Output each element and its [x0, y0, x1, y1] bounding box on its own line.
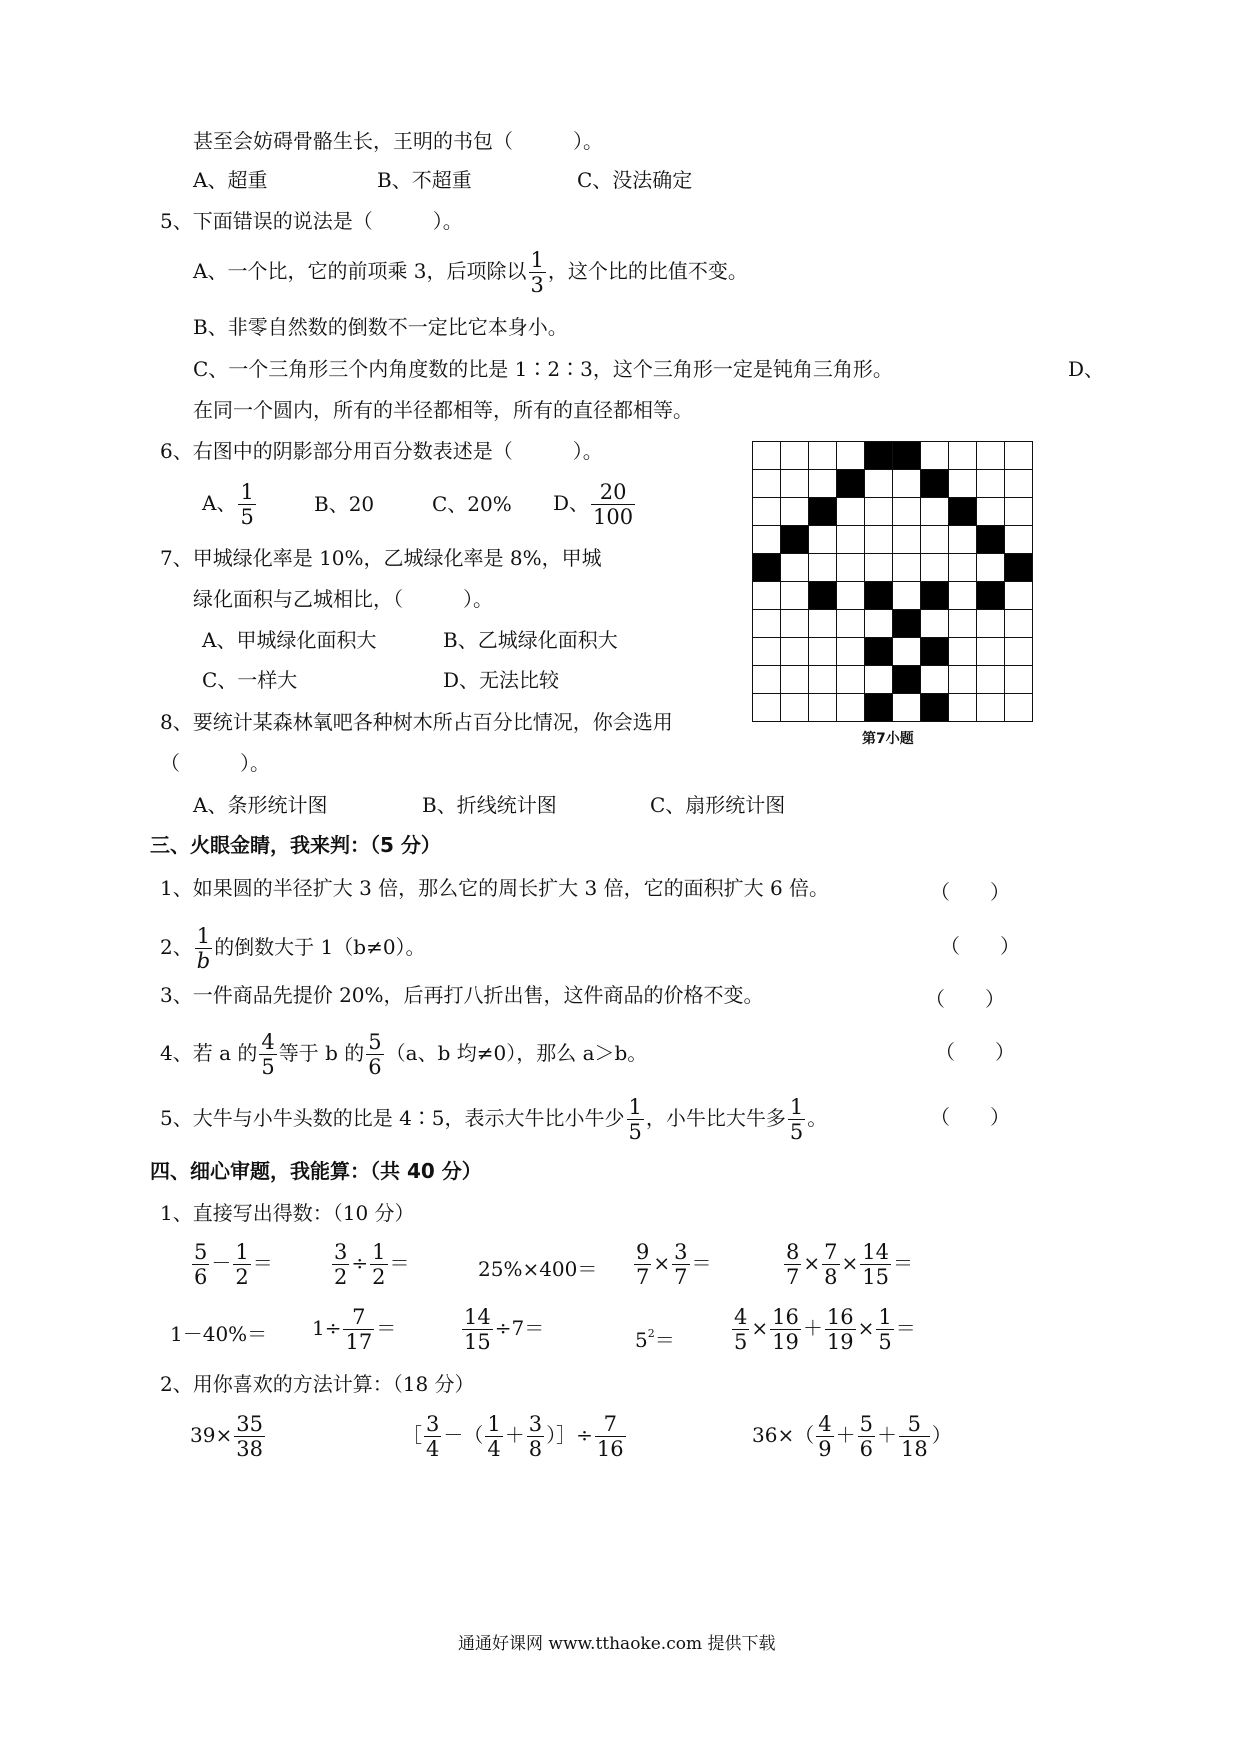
q5-option-d-label: D、	[1068, 357, 1105, 381]
grid-cell	[949, 638, 977, 666]
grid-cell	[809, 442, 837, 470]
grid-cell	[921, 666, 949, 694]
shaded-grid-figure	[752, 441, 1033, 722]
grid-cell	[753, 442, 781, 470]
q7-stem: 7、甲城绿化率是 10%，乙城绿化率是 8%，甲城	[160, 546, 602, 570]
s3-q2: 2、 $\frac{1}{b}$ 的倒数大于 1（b≠0）。	[160, 924, 426, 973]
grid-cell	[949, 582, 977, 610]
grid-cell	[837, 638, 865, 666]
grid-cell	[809, 470, 837, 498]
grid-cell	[809, 526, 837, 554]
grid-cell	[781, 470, 809, 498]
s3-q5: 5、大牛与小牛头数的比是 4∶5，表示大牛比小牛少 $\frac{1}{5}$ ，小牛比大牛多 $\frac{1}{5}$ 。	[160, 1095, 828, 1144]
grid-cell-shaded	[921, 694, 949, 722]
q7-stem-cont: 绿化面积与乙城相比，（ ）。	[193, 587, 493, 611]
grid-cell	[837, 582, 865, 610]
expr-7: 1÷ $\frac{7}{17}$ ＝	[312, 1305, 397, 1354]
expr-9: $5^2=$	[635, 1327, 675, 1352]
fraction: $\frac{1}{5}$	[240, 480, 254, 529]
grid-cell	[865, 610, 893, 638]
q5-option-b: B、非零自然数的倒数不一定比它本身小。	[193, 315, 568, 339]
s3-q3: 3、一件商品先提价 20%，后再打八折出售，这件商品的价格不变。	[160, 983, 764, 1007]
expr-3: 25%×400＝	[478, 1257, 598, 1281]
grid-cell	[977, 638, 1005, 666]
grid-cell	[753, 582, 781, 610]
grid-cell	[977, 554, 1005, 582]
answer-paren: （ ）	[930, 1105, 1010, 1129]
grid-cell	[949, 666, 977, 694]
grid-cell	[977, 498, 1005, 526]
q4-option-c: C、没法确定	[577, 168, 693, 192]
section-3-title: 三、火眼金睛，我来判：（5 分）	[150, 833, 441, 857]
answer-paren: （ ）	[925, 987, 1005, 1011]
grid-cell	[949, 694, 977, 722]
grid-cell-shaded	[1005, 554, 1033, 582]
grid-cell	[921, 526, 949, 554]
grid-cell	[753, 694, 781, 722]
grid-cell	[977, 470, 1005, 498]
grid-cell	[977, 694, 1005, 722]
grid-cell	[865, 666, 893, 694]
grid-cell	[781, 554, 809, 582]
grid-cell	[781, 582, 809, 610]
grid-cell	[837, 694, 865, 722]
q7-option-b: B、乙城绿化面积大	[443, 628, 618, 652]
q4-option-a: A、超重	[193, 168, 268, 192]
expr-10: $\frac{4}{5}$ × $\frac{16}{19}$ ＋ $\frac{16}{19}$ × $\frac{1}{5}$ ＝	[734, 1305, 916, 1354]
grid-cell	[865, 554, 893, 582]
fraction: $\frac{5}{6}$	[368, 1030, 382, 1079]
grid-cell	[977, 610, 1005, 638]
q6-option-d: D、 $\frac{20}{100}$	[553, 480, 634, 529]
grid-cell	[781, 666, 809, 694]
grid-cell	[893, 582, 921, 610]
grid-cell	[781, 610, 809, 638]
grid-cell-shaded	[865, 638, 893, 666]
grid-cell	[949, 470, 977, 498]
expr-1: $\frac{5}{6}$ － $\frac{1}{2}$ ＝	[194, 1240, 273, 1289]
calc-3: 36×（ $\frac{4}{9}$ ＋ $\frac{5}{6}$ ＋ $\frac{5}{18}$ ）	[752, 1412, 952, 1461]
grid-cell	[781, 638, 809, 666]
q7-option-d: D、无法比较	[443, 668, 560, 692]
fraction: $\frac{20}{100}$	[593, 480, 634, 529]
grid-cell	[1005, 498, 1033, 526]
q4-text: 甚至会妨碍骨骼生长，王明的书包（ ）。	[193, 129, 603, 153]
grid-cell	[1005, 610, 1033, 638]
expr-8: $\frac{14}{15}$ ÷7＝	[464, 1305, 545, 1354]
q5-option-d: 在同一个圆内，所有的半径都相等，所有的直径都相等。	[193, 398, 693, 422]
grid-cell	[921, 554, 949, 582]
q8-option-b: B、折线统计图	[422, 793, 557, 817]
q8-option-c: C、扇形统计图	[650, 793, 786, 817]
grid-cell	[781, 694, 809, 722]
grid-cell-shaded	[977, 526, 1005, 554]
grid-cell	[837, 526, 865, 554]
q6-option-b: B、20	[314, 492, 375, 516]
grid-cell	[893, 470, 921, 498]
fraction: $\frac{4}{5}$	[261, 1030, 275, 1079]
grid-cell-shaded	[865, 582, 893, 610]
grid-cell	[893, 554, 921, 582]
q7-option-a: A、甲城绿化面积大	[202, 628, 377, 652]
grid-cell	[753, 666, 781, 694]
grid-cell	[921, 442, 949, 470]
q8-stem-cont: （ ）。	[160, 751, 270, 775]
grid-cell	[753, 498, 781, 526]
expr-6: 1－40%＝	[170, 1322, 268, 1346]
expr-5: $\frac{8}{7}$ × $\frac{7}{8}$ × $\frac{14}{15}$ ＝	[786, 1240, 914, 1289]
fraction: $\frac{1}{5}$	[628, 1095, 642, 1144]
grid-cell	[1005, 442, 1033, 470]
grid-cell-shaded	[837, 470, 865, 498]
grid-cell	[893, 498, 921, 526]
grid-cell-shaded	[977, 582, 1005, 610]
grid-cell	[837, 442, 865, 470]
grid-cell	[1005, 470, 1033, 498]
grid-cell	[865, 526, 893, 554]
answer-paren: （ ）	[935, 1040, 1015, 1064]
grid-cell	[809, 694, 837, 722]
grid-cell	[865, 498, 893, 526]
section-4-title: 四、细心审题，我能算：（共 40 分）	[150, 1159, 482, 1183]
fraction: $\frac{1}{b}$	[196, 924, 211, 973]
grid-cell	[893, 638, 921, 666]
q6-stem: 6、右图中的阴影部分用百分数表述是（ ）。	[160, 439, 603, 463]
grid-cell-shaded	[921, 582, 949, 610]
grid-cell	[893, 526, 921, 554]
q7-option-c: C、一样大	[202, 668, 298, 692]
fraction: $\frac{1}{3}$	[530, 248, 544, 297]
grid-cell-shaded	[865, 694, 893, 722]
grid-cell	[977, 666, 1005, 694]
grid-cell-shaded	[865, 442, 893, 470]
q8-option-a: A、条形统计图	[193, 793, 328, 817]
grid-cell	[753, 610, 781, 638]
grid-cell	[781, 498, 809, 526]
grid-cell	[781, 442, 809, 470]
grid-cell	[837, 666, 865, 694]
q8-stem: 8、要统计某森林氧吧各种树木所占百分比情况，你会选用	[160, 710, 673, 734]
grid-cell	[753, 638, 781, 666]
grid-cell	[949, 442, 977, 470]
grid-cell	[921, 610, 949, 638]
grid-cell-shaded	[809, 498, 837, 526]
s3-q1: 1、如果圆的半径扩大 3 倍，那么它的周长扩大 3 倍，它的面积扩大 6 倍。	[160, 876, 830, 900]
expr-2: $\frac{3}{2}$ ÷ $\frac{1}{2}$ ＝	[334, 1240, 410, 1289]
q5-option-c: C、一个三角形三个内角度数的比是 1∶2∶3，这个三角形一定是钝角三角形。	[193, 357, 893, 381]
q5-option-a: A、一个比，它的前项乘 3，后项除以 $\frac{1}{3}$ ，这个比的比值不变。	[193, 248, 748, 297]
expr-4: $\frac{9}{7}$ × $\frac{3}{7}$ ＝	[636, 1240, 712, 1289]
grid-cell	[809, 610, 837, 638]
q6-option-c: C、20%	[432, 492, 512, 516]
grid-cell	[1005, 666, 1033, 694]
grid-cell	[1005, 638, 1033, 666]
q6-option-a: A、 $\frac{1}{5}$	[202, 480, 254, 529]
q5-stem: 5、下面错误的说法是（ ）。	[160, 209, 463, 233]
grid-cell-shaded	[949, 498, 977, 526]
footer-credit: 通通好课网 www.tthaoke.com 提供下载	[458, 1634, 776, 1654]
calc-1: 39× $\frac{35}{38}$	[190, 1412, 263, 1461]
grid-cell-shaded	[809, 582, 837, 610]
figure-caption: 第7小题	[862, 731, 914, 747]
answer-paren: （ ）	[940, 934, 1020, 958]
grid-cell	[753, 526, 781, 554]
grid-cell	[753, 470, 781, 498]
grid-cell	[837, 610, 865, 638]
fraction: $\frac{1}{5}$	[789, 1095, 804, 1144]
grid-cell	[809, 554, 837, 582]
s3-q4: 4、若 a 的 $\frac{4}{5}$ 等于 b 的 $\frac{5}{6}$ （a、b 均≠0），那么 a＞b。	[160, 1030, 648, 1079]
grid-cell-shaded	[921, 470, 949, 498]
grid-cell	[1005, 582, 1033, 610]
grid-cell	[837, 498, 865, 526]
grid-cell-shaded	[753, 554, 781, 582]
grid-cell	[1005, 694, 1033, 722]
grid-cell-shaded	[921, 638, 949, 666]
s4-part1: 1、直接写出得数：（10 分）	[160, 1201, 415, 1225]
grid-cell	[1005, 526, 1033, 554]
grid-cell	[809, 638, 837, 666]
grid-cell-shaded	[893, 610, 921, 638]
grid-cell	[949, 610, 977, 638]
grid-cell-shaded	[893, 666, 921, 694]
grid-cell	[809, 666, 837, 694]
answer-paren: （ ）	[930, 880, 1010, 904]
grid-cell-shaded	[781, 526, 809, 554]
grid-cell	[921, 498, 949, 526]
q4-option-b: B、不超重	[377, 168, 472, 192]
grid-cell	[865, 470, 893, 498]
grid-cell	[949, 554, 977, 582]
calc-2: ［ $\frac{3}{4}$ －（ $\frac{1}{4}$ ＋ $\frac{3}{8}$ ）］÷ $\frac{7}{16}$	[402, 1412, 624, 1461]
grid-cell	[837, 554, 865, 582]
grid-cell	[977, 442, 1005, 470]
grid-cell	[949, 526, 977, 554]
s4-part2: 2、用你喜欢的方法计算：（18 分）	[160, 1372, 475, 1396]
grid-cell-shaded	[893, 442, 921, 470]
grid-cell	[893, 694, 921, 722]
